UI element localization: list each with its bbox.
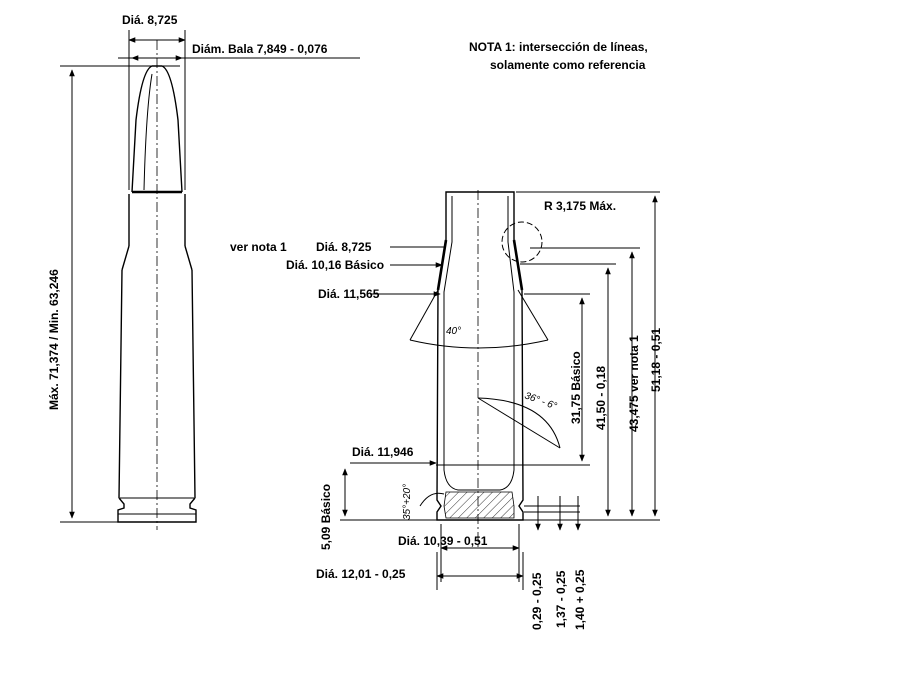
left-dimensions: [60, 30, 360, 522]
body-dia-front-label: Diá. 11,565: [318, 287, 380, 301]
len-note1-label: 43,475 ver nota 1: [627, 335, 641, 432]
rim-thick-3-label: 1,40 + 0,25: [573, 569, 587, 630]
rim-dia-label: Diá. 12,01 - 0,25: [316, 567, 406, 581]
groove-angle-label: 35°+20°: [402, 483, 413, 520]
case-dimensions: [340, 192, 660, 590]
len-shoulder-basic-label: 31,75 Básico: [569, 351, 583, 424]
groove-dia-label: Diá. 10,39 - 0,51: [398, 534, 488, 548]
bullet-dia-label: Diám. Bala 7,849 - 0,076: [192, 42, 328, 56]
see-note-label: ver nota 1: [230, 240, 287, 254]
base-length-label: 5,09 Básico: [319, 483, 333, 550]
case-neck-dia-label: Diá. 8,725: [316, 240, 372, 254]
len-neck-start-label: 41,50 - 0,18: [594, 365, 608, 430]
len-case-label: 51,18 - 0,51: [649, 327, 663, 392]
rim-thick-1-label: 0,29 - 0,25: [530, 572, 544, 630]
cartridge-neck-dia-label: Diá. 8,725: [122, 13, 178, 27]
shoulder-dia-label: Diá. 10,16 Básico: [286, 258, 385, 272]
shoulder-angle-label: 40°: [446, 326, 462, 337]
taper-angle-label: 36° - 6°: [522, 390, 559, 413]
cartridge-outline: [118, 40, 196, 530]
note-line-2: solamente como referencia: [490, 58, 646, 72]
body-dia-rear-label: Diá. 11,946: [352, 445, 414, 459]
rim-thick-2-label: 1,37 - 0,25: [554, 570, 568, 628]
overall-length-label: Máx. 71,374 / Min. 63,246: [47, 269, 61, 410]
case-section: [410, 190, 560, 548]
radius-label: R 3,175 Máx.: [544, 199, 617, 213]
note-line-1: NOTA 1: intersección de líneas,: [469, 40, 648, 54]
